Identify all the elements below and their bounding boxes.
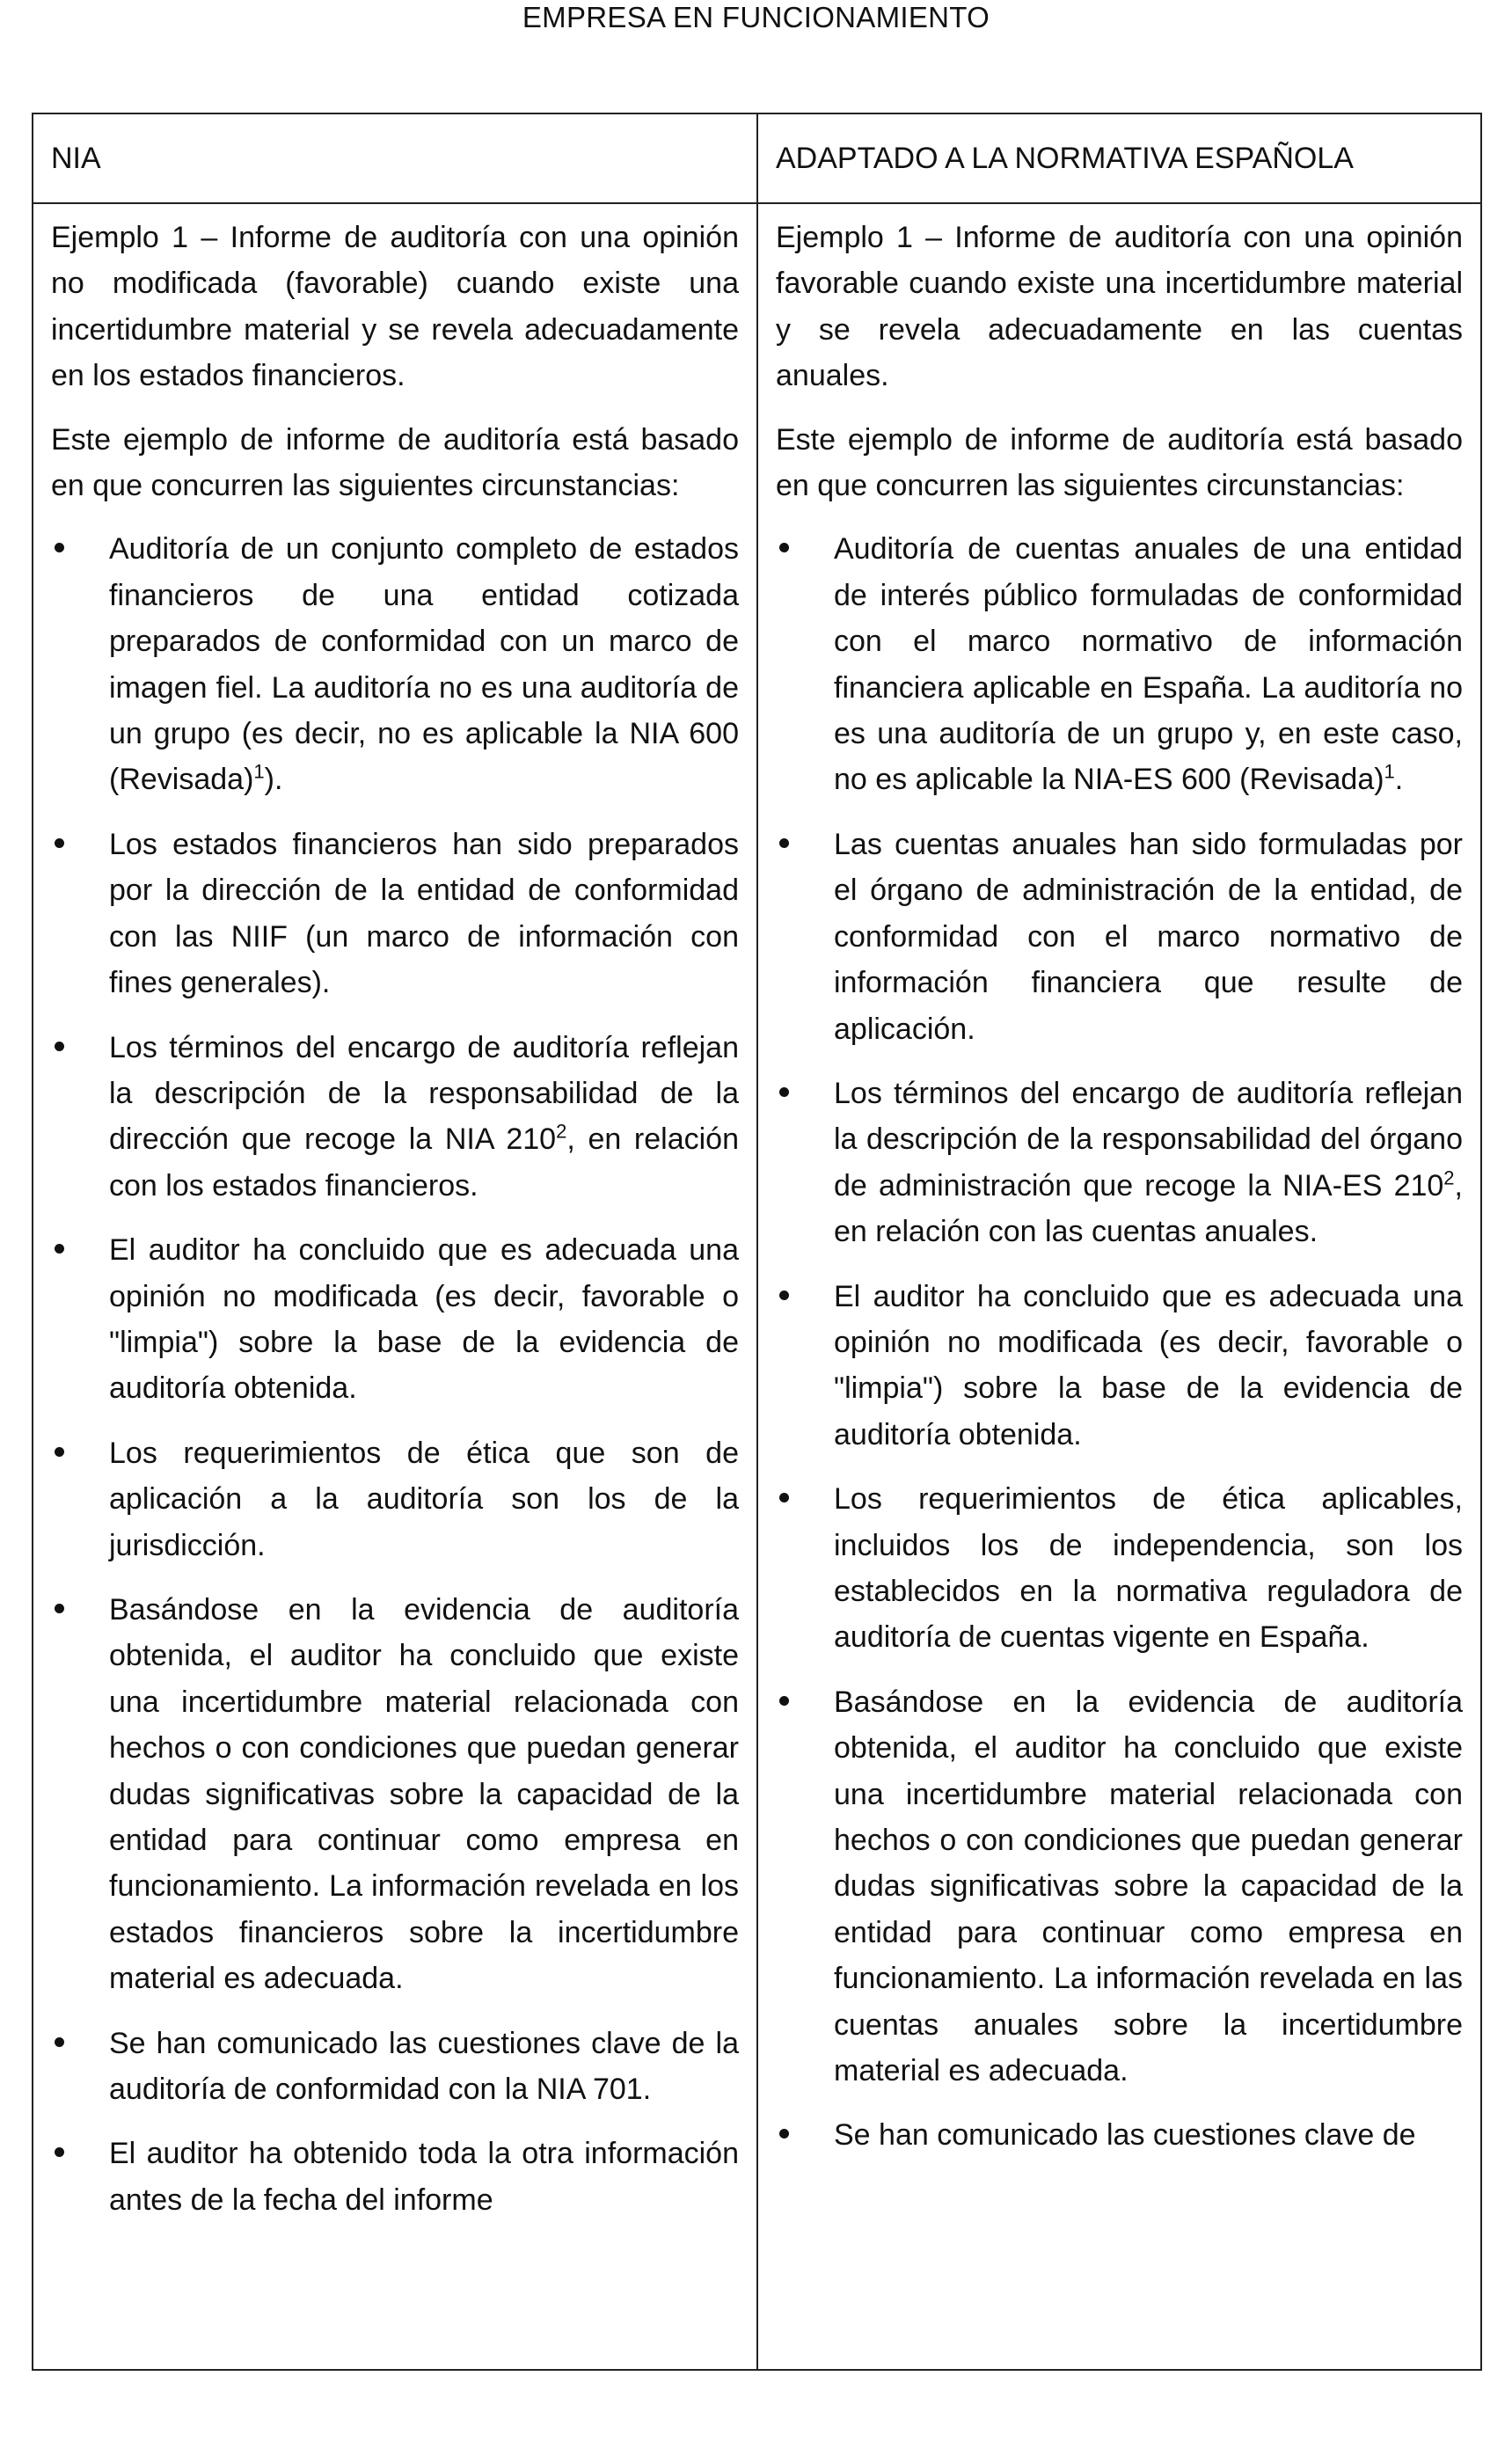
column-header-nia	[33, 113, 757, 203]
bullet-icon	[55, 1244, 64, 1254]
list-item-text: Auditoría de un conjunto completo de estados financieros de una entidad cotizada preparados de conformidad con un marco de imagen fiel. La auditoría no es una auditoría de un grupo (es decir, no es aplicable la NIA 600 (Revisada)	[109, 532, 739, 797]
list-item-text: Los estados financieros han sido preparados por la dirección de la entidad de conformidad con las NIIF (un marco de información con fines generales).	[109, 827, 739, 1000]
bullet-icon	[55, 2147, 64, 2157]
table-body-row	[33, 203, 1481, 2370]
list-item-text: Auditoría de cuentas anuales de una entidad de interés público formuladas de conformidad con el marco normativo de información financiera aplicable en España. La auditoría no es una auditoría de un grupo y, en este caso, no es aplicable la NIA-ES 600 (Revisada)	[834, 532, 1463, 797]
bullet-icon	[55, 838, 64, 848]
list-item-text: Basándose en la evidencia de auditoría obtenida, el auditor ha concluido que existe una incertidumbre material relacionada con hechos o con condiciones que puedan generar dudas significativas sobre la capacidad de la entidad para continuar como empresa en funcionamiento. La información revelada en los estados financieros sobre la incertidumbre material es adecuada.	[109, 1592, 739, 1996]
list-item	[51, 822, 739, 1006]
bullet-icon	[55, 1604, 64, 1613]
column-header-nia-label: NIA	[51, 142, 101, 175]
list-item-text: Los requerimientos de ética que son de aplicación a la auditoría son los de la jurisdicción.	[109, 1436, 739, 1562]
bullet-icon	[779, 1290, 789, 1300]
list-item-text: Los términos del encargo de auditoría reflejan la descripción de la responsabilidad del órgano de administración que recoge la NIA-ES 210	[834, 1076, 1463, 1203]
bullet-icon	[779, 838, 789, 848]
bullet-icon	[55, 2037, 64, 2047]
list-item-text: Los términos del encargo de auditoría reflejan la descripción de la responsabilidad de la dirección que recoge la NIA 210	[109, 1030, 739, 1157]
bullet-icon	[779, 543, 789, 552]
bullet-icon	[779, 2129, 789, 2139]
bullet-icon	[779, 1493, 789, 1502]
bullet-icon	[779, 1087, 789, 1097]
bullet-icon	[55, 543, 64, 552]
list-item-text: El auditor ha obtenido toda la otra información antes de la fecha del informe	[109, 2137, 739, 2217]
list-item-text-end: , en relación con los estados financieros.	[109, 1122, 739, 1203]
list-item-text-end: ).	[264, 763, 283, 797]
footnote-ref: 2	[1443, 1166, 1455, 1189]
bullet-icon	[779, 1696, 789, 1706]
list-item-text: El auditor ha concluido que es adecuada una opinión no modificada (es decir, favorable o "limpia") sobre la base de la evidencia de auditoría obtenida.	[109, 1233, 739, 1406]
list-item	[776, 526, 1463, 802]
spanish-column	[757, 203, 1481, 2370]
column-header-spanish	[757, 113, 1481, 203]
list-item-text-end: , en relación con las cuentas anuales.	[834, 1168, 1463, 1249]
list-item-text: Se han comunicado las cuestiones clave de	[834, 2118, 1416, 2153]
list-item	[51, 1430, 739, 1568]
list-item	[776, 1476, 1463, 1661]
bullet-icon	[55, 1447, 64, 1457]
list-item-text: Los requerimientos de ética aplicables, incluidos los de independencia, son los establecidos en la normativa reguladora de auditoría de cuentas vigente en España.	[834, 1482, 1463, 1655]
footnote-ref: 2	[556, 1120, 567, 1143]
list-item-text: El auditor ha concluido que es adecuada una opinión no modificada (es decir, favorable o "limpia") sobre la base de la evidencia de auditoría obtenida.	[834, 1279, 1463, 1451]
nia-column	[33, 203, 757, 2370]
list-item	[51, 2131, 739, 2223]
list-item	[776, 1071, 1463, 1255]
example-title: Ejemplo 1 – Informe de auditoría con una opinión favorable cuando existe una incertidumbre material y se revela adecuadamente en las cuentas anuales.	[776, 221, 1463, 393]
list-item-text: Se han comunicado las cuestiones clave de la auditoría de conformidad con la NIA 701.	[109, 2026, 739, 2107]
bullet-icon	[55, 1042, 64, 1051]
circumstances-list	[51, 526, 739, 2223]
intro-text: Este ejemplo de informe de auditoría está basado en que concurren las siguientes circunstancias:	[776, 422, 1463, 503]
list-item-text-end: .	[1394, 763, 1404, 797]
list-item	[776, 822, 1463, 1052]
list-item	[51, 526, 739, 802]
footnote-ref: 1	[253, 761, 265, 784]
list-item	[51, 1025, 739, 1210]
column-header-spanish-label: ADAPTADO A LA NORMATIVA ESPAÑOLA	[776, 142, 1354, 175]
table-header-row	[33, 113, 1481, 203]
list-item	[51, 1227, 739, 1412]
footnote-ref: 1	[1384, 761, 1395, 784]
list-item	[776, 1274, 1463, 1459]
example-title: Ejemplo 1 – Informe de auditoría con una opinión no modificada (favorable) cuando existe una incertidumbre material y se revela adecuadamente en los estados financieros.	[51, 221, 739, 393]
list-item-text: Las cuentas anuales han sido formuladas por el órgano de administración de la entidad, de conformidad con el marco normativo de información financiera que resulte de aplicación.	[834, 827, 1463, 1046]
circumstances-list	[776, 526, 1463, 2158]
page-header: EMPRESA EN FUNCIONAMIENTO	[522, 1, 990, 33]
list-item	[776, 2112, 1463, 2158]
list-item	[776, 1679, 1463, 2095]
list-item-text: Basándose en la evidencia de auditoría obtenida, el auditor ha concluido que existe una incertidumbre material relacionada con hechos o con condiciones que puedan generar dudas significativas sobre la capacidad de la entidad para continuar como empresa en funcionamiento. La información revelada en las cuentas anuales sobre la incertidumbre material es adecuada.	[834, 1685, 1463, 2088]
intro-text: Este ejemplo de informe de auditoría está basado en que concurren las siguientes circunstancias:	[51, 422, 739, 503]
comparison-table	[32, 113, 1482, 2371]
list-item	[51, 2021, 739, 2113]
list-item	[51, 1587, 739, 2002]
